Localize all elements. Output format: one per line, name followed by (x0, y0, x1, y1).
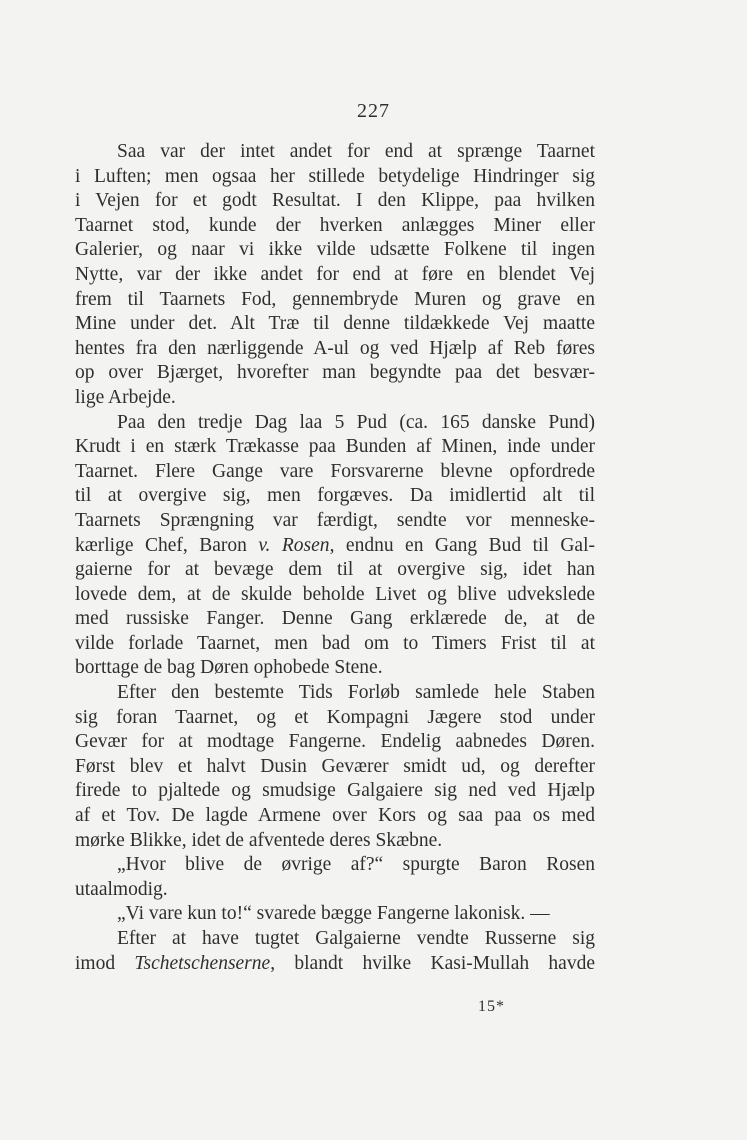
text-line: „Vi vare kun to!“ svarede bægge Fangerne lakonisk. — (117, 903, 550, 925)
text-line (75, 952, 595, 977)
text-line: af et Tov. De lagde Armene over Kors og saa paa os med (75, 805, 595, 827)
text-line: Paa den tredje Dag laa 5 Pud (ca. 165 danske Pund) (117, 411, 595, 433)
text-line: „Hvor blive de øvrige af?“ spurgte Baron Rosen (117, 854, 595, 876)
text-line: Saa var der intet andet for end at sprænge Taarnet (117, 141, 595, 162)
line-text: , endnu en Gang Bud til Gal- (329, 534, 595, 556)
text-line: lige Arbejde. (75, 386, 176, 408)
text-line: op over Bjærget, hvorefter man begyndte paa det besvær- (75, 362, 595, 384)
italic-name: v. Rosen (258, 534, 330, 556)
text-line: i Luften; men ogsaa her stillede betydelige Hindringer sig (75, 165, 595, 187)
text-line: sig foran Taarnet, og et Kompagni Jægere stod under (75, 706, 595, 728)
line-text: kærlige Chef, Baron (75, 534, 259, 556)
text-line: med russiske Fanger. Denne Gang erklærede de, at de (75, 608, 595, 630)
text-line: vilde forlade Taarnet, men bad om to Timers Frist til at (75, 632, 595, 654)
paragraph (75, 927, 595, 976)
line-text: imod (75, 952, 135, 974)
text-line: Galerier, og naar vi ikke vilde udsætte Folkene til ingen (75, 239, 595, 261)
text-line: utaalmodig. (75, 878, 168, 900)
text-line: borttage de bag Døren ophobede Stene. (75, 657, 383, 679)
text-line: Nytte, var der ikke andet for end at føre en blendet Vej (75, 263, 595, 285)
line-text: , blandt hvilke Kasi-Mullah havde (270, 952, 595, 974)
text-line: gaierne for at bevæge dem til at overgive sig, idet han (75, 559, 595, 581)
signature-mark: 15* (478, 998, 505, 1015)
text-line: firede to pjaltede og smudsige Galgaiere sig ned ved Hjælp (75, 780, 595, 802)
text-line: Krudt i en stærk Trækasse paa Bunden af Minen, inde under (75, 436, 595, 458)
text-line (75, 534, 595, 559)
paragraph (75, 411, 595, 682)
paragraph (75, 140, 595, 411)
text-line: Taarnets Sprængning var færdigt, sendte vor menneske- (75, 509, 595, 531)
text-line: Taarnet stod, kunde der hverken anlægges Miner eller (75, 214, 595, 236)
text-line: i Vejen for et godt Resultat. I den Klippe, paa hvilken (75, 190, 595, 212)
text-line: Først blev et halvt Dusin Geværer smidt ud, og derefter (75, 755, 595, 777)
paragraph (75, 902, 595, 927)
paragraph (75, 853, 595, 902)
paragraph (75, 681, 595, 853)
body-text (75, 140, 595, 976)
text-line: Mine under det. Alt Træ til denne tildækkede Vej maatte (75, 313, 595, 335)
text-line: Efter at have tugtet Galgaierne vendte Russerne sig (117, 928, 595, 949)
text-line: Efter den bestemte Tids Forløb samlede hele Staben (117, 682, 595, 704)
text-line: frem til Taarnets Fod, gennembryde Muren og grave en (75, 288, 595, 310)
italic-name: Tschetschenserne (134, 952, 271, 974)
text-line: mørke Blikke, idet de afventede deres Skæbne. (75, 829, 443, 851)
text-line: Taarnet. Flere Gange vare Forsvarerne blevne opfordrede (75, 460, 595, 482)
text-line: lovede dem, at de skulde beholde Livet og blive udvekslede (75, 583, 595, 605)
page-number: 227 (357, 100, 390, 122)
text-line: hentes fra den nærliggende A-ul og ved Hjælp af Reb føres (75, 337, 595, 359)
text-line: Gevær for at modtage Fangerne. Endelig aabnedes Døren. (75, 731, 595, 753)
text-line: til at overgive sig, men forgæves. Da imidlertid alt til (75, 485, 595, 507)
